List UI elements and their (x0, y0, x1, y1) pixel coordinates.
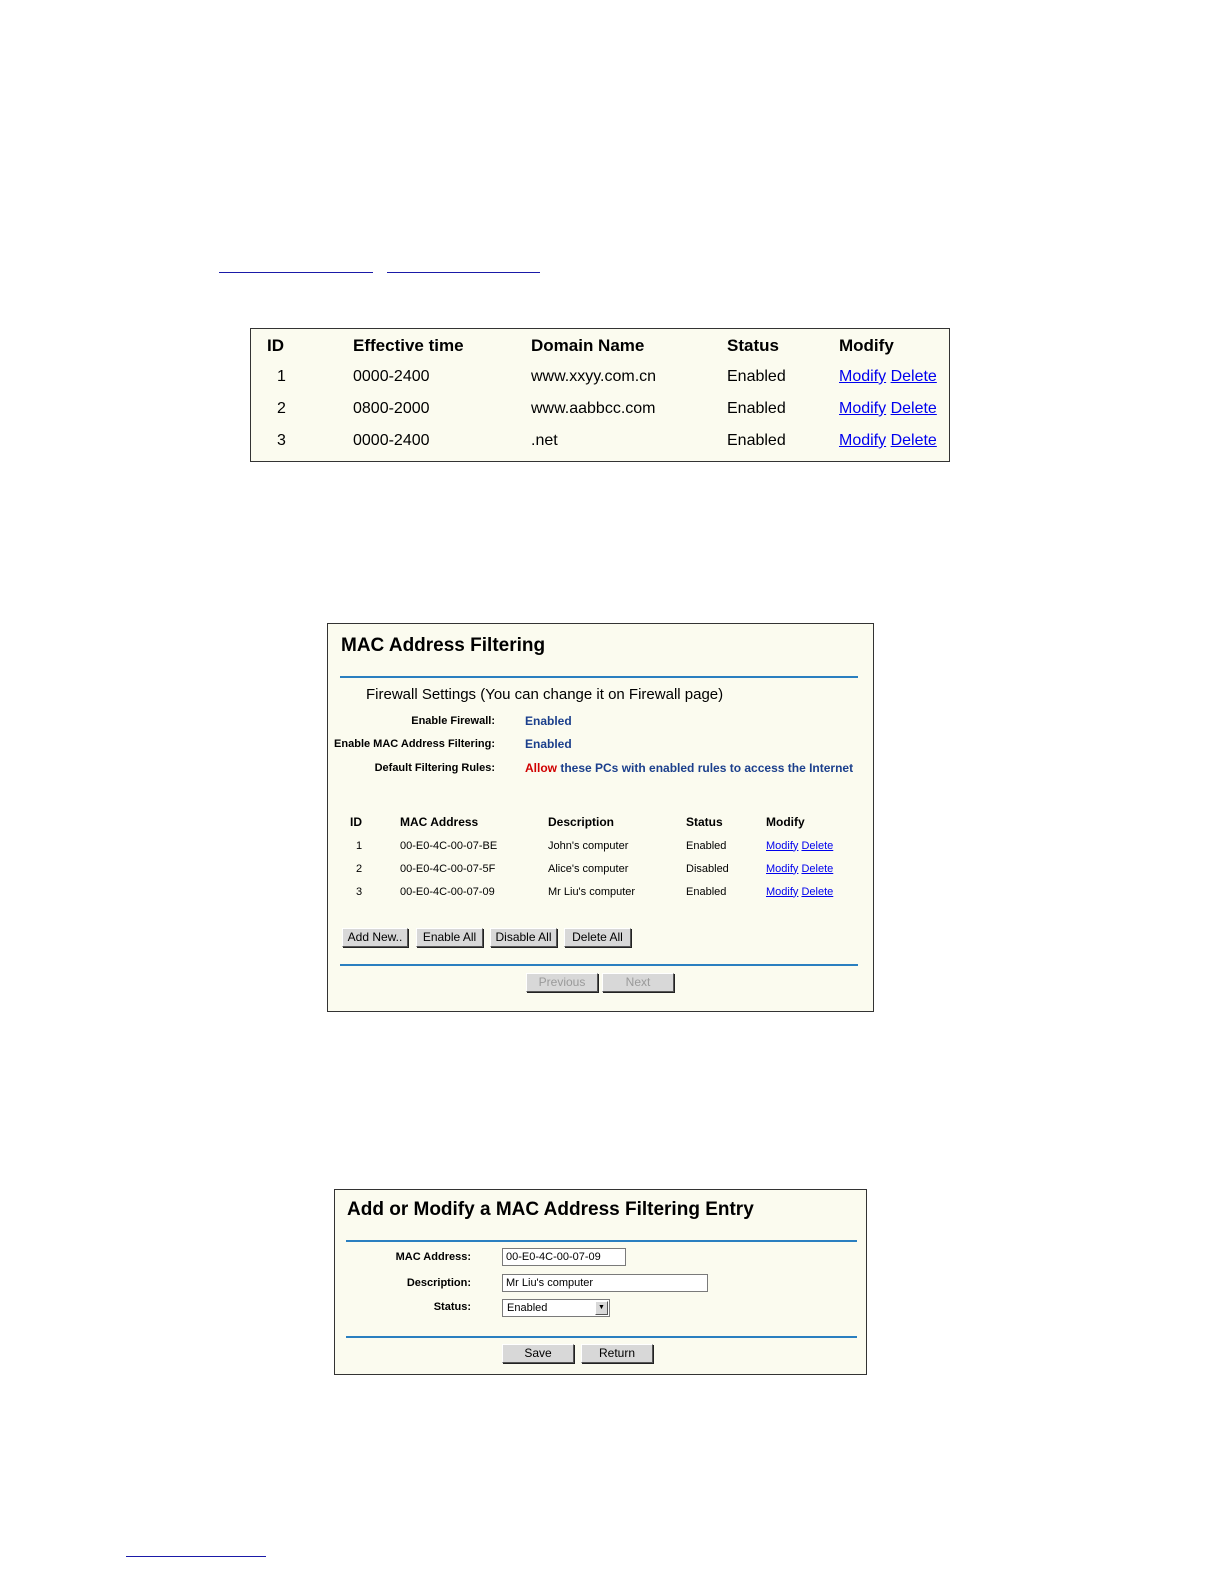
default-rules-label: Default Filtering Rules: (374, 762, 495, 774)
modify-link[interactable]: Modify (839, 368, 887, 385)
doc-link-underline (219, 272, 373, 273)
enable-firewall-label: Enable Firewall: (411, 715, 495, 727)
divider (340, 964, 858, 966)
row-actions (766, 880, 833, 903)
row-actions (839, 361, 937, 393)
modify-link[interactable]: Modify (839, 432, 887, 449)
row-id: 2 (356, 862, 363, 875)
domain-filter-table (259, 331, 937, 457)
col-id-header: ID (350, 815, 362, 829)
enable-all-button[interactable]: Enable All (416, 928, 483, 947)
table-row (340, 834, 833, 857)
col-status-header: Status (686, 815, 723, 829)
row-status: Enabled (727, 368, 786, 385)
row-domain: www.aabbcc.com (531, 400, 656, 417)
table-row (259, 425, 937, 457)
row-time: 0800-2000 (353, 400, 430, 417)
description-label: Description: (406, 1277, 471, 1289)
add-new-button[interactable]: Add New.. (342, 928, 408, 947)
table-header-row (259, 331, 937, 361)
mac-filtering-panel (327, 623, 874, 1012)
disable-all-button[interactable]: Disable All (490, 928, 557, 947)
delete-link[interactable]: Delete (801, 862, 834, 875)
modify-link[interactable]: Modify (839, 400, 887, 417)
return-button[interactable]: Return (581, 1344, 653, 1363)
edit-entry-panel (334, 1189, 867, 1375)
row-time: 0000-2400 (353, 432, 430, 449)
row-domain: www.xxyy.com.cn (531, 368, 657, 385)
divider (340, 676, 858, 678)
modify-link[interactable]: Modify (766, 862, 799, 875)
description-input[interactable] (502, 1274, 708, 1292)
table-row (340, 857, 833, 880)
delete-link[interactable]: Delete (890, 400, 937, 417)
row-mac: 00-E0-4C-00-07-BE (400, 839, 498, 852)
divider (346, 1240, 857, 1242)
delete-all-button[interactable]: Delete All (564, 928, 631, 947)
table-row (340, 880, 833, 903)
default-rules-text: these PCs with enabled rules to access the Internet (557, 761, 854, 775)
row-status: Enabled (727, 432, 786, 449)
firewall-settings-subtitle: Firewall Settings (You can change it on Firewall page) (366, 686, 724, 703)
page-title: MAC Address Filtering (341, 635, 546, 656)
divider (346, 1336, 857, 1338)
mac-address-label: MAC Address: (395, 1251, 471, 1263)
status-select-value: Enabled (507, 1302, 548, 1314)
row-description: Alice's computer (548, 862, 629, 875)
previous-button[interactable]: Previous (526, 973, 598, 992)
row-status: Disabled (686, 862, 729, 875)
col-time-header: Effective time (353, 336, 464, 355)
delete-link[interactable]: Delete (801, 885, 834, 898)
table-row (259, 361, 937, 393)
row-id: 1 (356, 839, 363, 852)
delete-link[interactable]: Delete (801, 839, 834, 852)
doc-link-underline (387, 272, 540, 273)
row-mac: 00-E0-4C-00-07-09 (400, 885, 495, 898)
enable-firewall-value: Enabled (525, 714, 572, 728)
row-actions (839, 425, 937, 457)
col-modify-header: Modify (839, 336, 894, 355)
row-actions (766, 834, 833, 857)
save-button[interactable]: Save (502, 1344, 574, 1363)
col-id-header: ID (267, 336, 284, 355)
row-id: 3 (277, 432, 286, 449)
row-description: Mr Liu's computer (548, 885, 636, 898)
row-time: 0000-2400 (353, 368, 430, 385)
chevron-down-icon[interactable]: ▼ (595, 1301, 608, 1315)
modify-link[interactable]: Modify (766, 885, 799, 898)
col-mac-header: MAC Address (400, 815, 479, 829)
row-actions (766, 857, 833, 880)
status-select[interactable] (502, 1299, 610, 1317)
row-id: 1 (277, 368, 286, 385)
enable-mac-filtering-label: Enable MAC Address Filtering: (334, 738, 495, 750)
col-modify-header: Modify (766, 815, 805, 829)
row-id: 3 (356, 885, 363, 898)
delete-link[interactable]: Delete (890, 432, 937, 449)
row-actions (839, 393, 937, 425)
row-status: Enabled (727, 400, 786, 417)
row-domain: .net (531, 432, 558, 449)
table-row (259, 393, 937, 425)
row-status: Enabled (686, 839, 727, 852)
default-rules-value (525, 761, 853, 775)
domain-filter-table-panel (250, 328, 950, 462)
row-mac: 00-E0-4C-00-07-5F (400, 862, 496, 875)
col-description-header: Description (548, 815, 615, 829)
mac-filtering-table (340, 810, 833, 903)
doc-link-underline (126, 1556, 266, 1557)
col-domain-header: Domain Name (531, 336, 645, 355)
modify-link[interactable]: Modify (766, 839, 799, 852)
enable-mac-filtering-value: Enabled (525, 737, 572, 751)
status-label: Status: (433, 1301, 471, 1313)
delete-link[interactable]: Delete (890, 368, 937, 385)
col-status-header: Status (727, 336, 779, 355)
row-id: 2 (277, 400, 286, 417)
page-title: Add or Modify a MAC Address Filtering Entry (347, 1199, 754, 1220)
allow-keyword: Allow (525, 761, 557, 775)
table-header-row (340, 810, 833, 834)
row-description: John's computer (548, 839, 629, 852)
next-button[interactable]: Next (602, 973, 674, 992)
mac-address-input[interactable] (502, 1248, 626, 1266)
row-status: Enabled (686, 885, 727, 898)
